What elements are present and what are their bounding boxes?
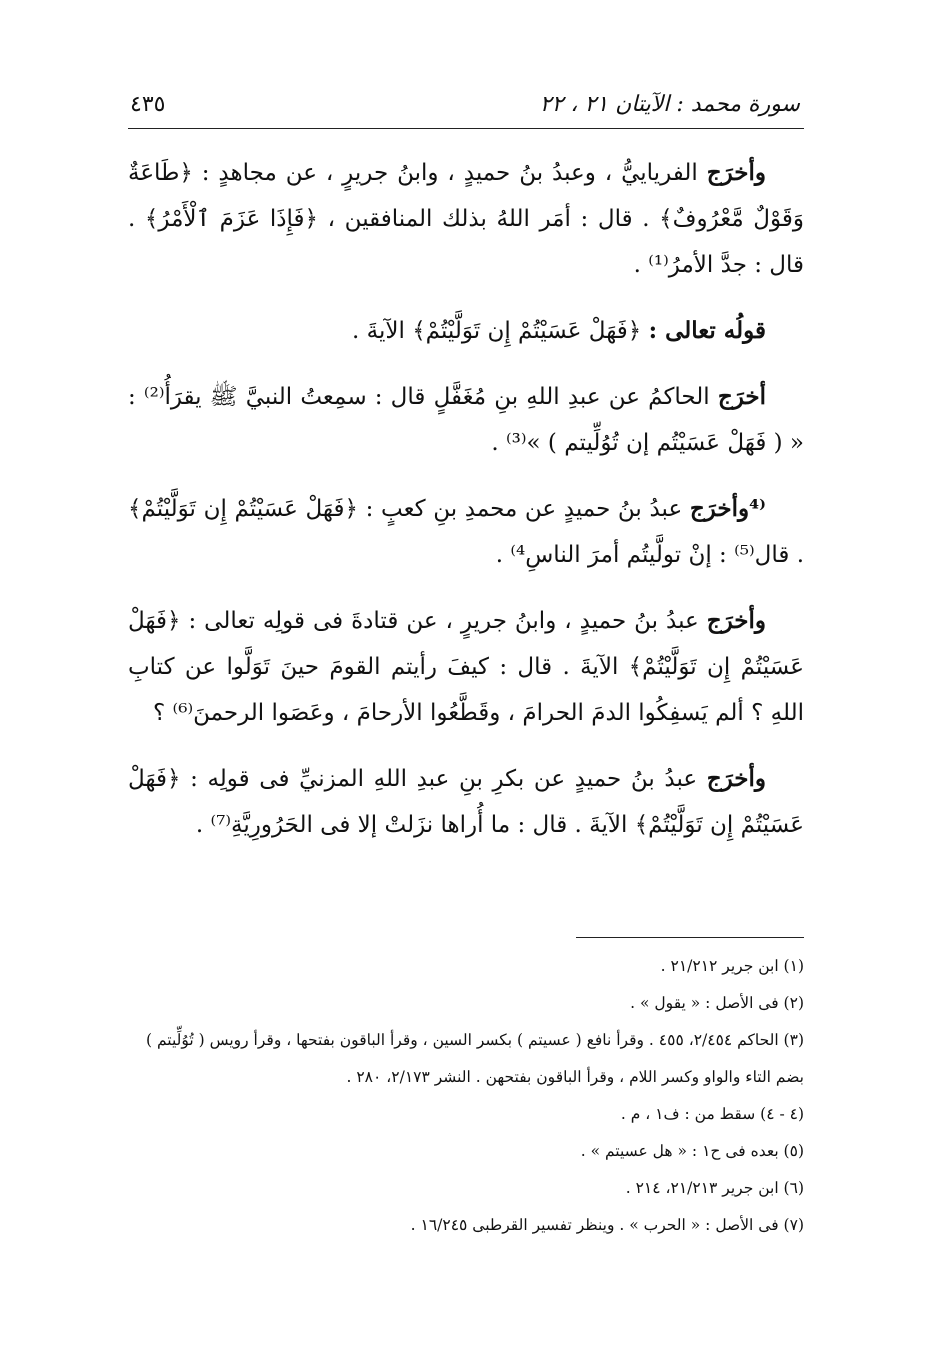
paragraph-lead: ⁽⁴وأخرَج — [689, 495, 767, 522]
paragraph — [128, 374, 804, 466]
footnote: (٣) الحاكم ٢/٤٥٤، ٤٥٥ . وقرأ نافع ( عسيتم ) بكسر السين ، وقرأ الباقون بفتحها ، وقرأ رويس ( تُوُلِّيتم ) بضم التاء والواو وكسر اللام ، وقرأ الباقون بفتحهن . النشر ٢/١٧٣، ٢٨٠ . — [146, 1031, 804, 1086]
paragraph — [128, 598, 804, 736]
page-number: ٤٣٥ — [130, 91, 166, 117]
paragraph-lead: قولُه تعالى : — [648, 317, 766, 344]
paragraph-lead: أخرَج — [717, 383, 766, 410]
page-header — [130, 84, 800, 124]
main-text — [128, 150, 804, 868]
paragraph-text: عبدُ بنُ حميدٍ عن بكرِ بنِ عبدِ اللهِ المزنيِّ فى قولِه : ﴿فَهَلْ عَسَيْتُمْ إِن تَوَلَّيْتُمْ﴾ الآيةَ . قال : ما أُراها نزَلتْ إلا فى الحَرُورِيَّةِ⁽⁷⁾ . — [128, 766, 804, 838]
footnote: (١) ابن جرير ٢١/٢١٢ . — [660, 957, 804, 975]
running-title: سورة محمد : الآيتان ٢١ ، ٢٢ — [539, 91, 800, 117]
paragraph-text: ﴿فَهَلْ عَسَيْتُمْ إِن تَوَلَّيْتُمْ﴾ الآيةَ . — [352, 318, 642, 344]
paragraph — [128, 756, 804, 848]
footnote: (٦) ابن جرير ٢١/٢١٣، ٢١٤ . — [625, 1179, 804, 1197]
footnote: (٤ - ٤) سقط من : ف١ ، م . — [620, 1105, 804, 1123]
footnote: (٢) فى الأصل : « يقول » . — [630, 994, 804, 1012]
footnotes — [128, 948, 804, 1244]
paragraph-lead: وأخرَج — [706, 607, 766, 634]
paragraph-lead: وأخرَج — [706, 765, 767, 792]
paragraph-text: عبدُ بنُ حميدٍ عن محمدِ بنِ كعبٍ : ﴿فَهَلْ عَسَيْتُمْ إِن تَوَلَّيْتُمْ﴾ . قال⁽⁵⁾ : إنْ تولَّيتُم أمرَ الناسِ⁴⁾ . — [128, 496, 804, 568]
header-rule — [128, 128, 804, 129]
paragraph — [128, 486, 804, 578]
paragraph-text: الفرياييُّ ، وعبدُ بنُ حميدٍ ، وابنُ جريرٍ ، عن مجاهدٍ : ﴿طَاعَةٌ وَقَوْلٌ مَّعْرُوفٌ﴾ . قال : أمَر اللهُ بذلك المنافقين ، ﴿فَإِذَا عَزَمَ ٱلْأَمْرُ﴾ . قال : جدَّ الأمرُ⁽¹⁾ . — [128, 160, 804, 278]
paragraph-lead: وأخرَج — [706, 159, 766, 186]
paragraph-text: عبدُ بنُ حميدٍ ، وابنُ جريرٍ ، عن قتادةَ فى قولِه تعالى : ﴿فَهَلْ عَسَيْتُمْ إِن تَوَلَّيْتُمْ﴾ الآيةَ . قال : كيفَ رأيتم القومَ حينَ تَوَلَّوا عن كتابِ اللهِ ؟ ألم يَسفِكُوا الدمَ الحرامَ ، وقَطَّعُوا الأرحامَ ، وعَصَوا الرحمنَ⁽⁶⁾ ؟ — [128, 608, 804, 726]
footnote-rule — [576, 937, 804, 938]
paragraph — [128, 308, 804, 354]
paragraph — [128, 150, 804, 288]
footnote: (٥) بعده فى ح١ : « هل عسيتم » . — [580, 1142, 804, 1160]
footnote: (٧) فى الأصل : « الحرب » . وينظر تفسير القرطبى ١٦/٢٤٥ . — [410, 1216, 804, 1234]
paragraph-text: الحاكمُ عن عبدِ اللهِ بنِ مُغَفَّلٍ قال : سمِعتُ النبيَّ ﷺ يقرَأُ⁽²⁾ : « ( فَهَلْ عَسَيْتُم إن تُوُلِّيتم ) »⁽³⁾ . — [128, 384, 804, 456]
